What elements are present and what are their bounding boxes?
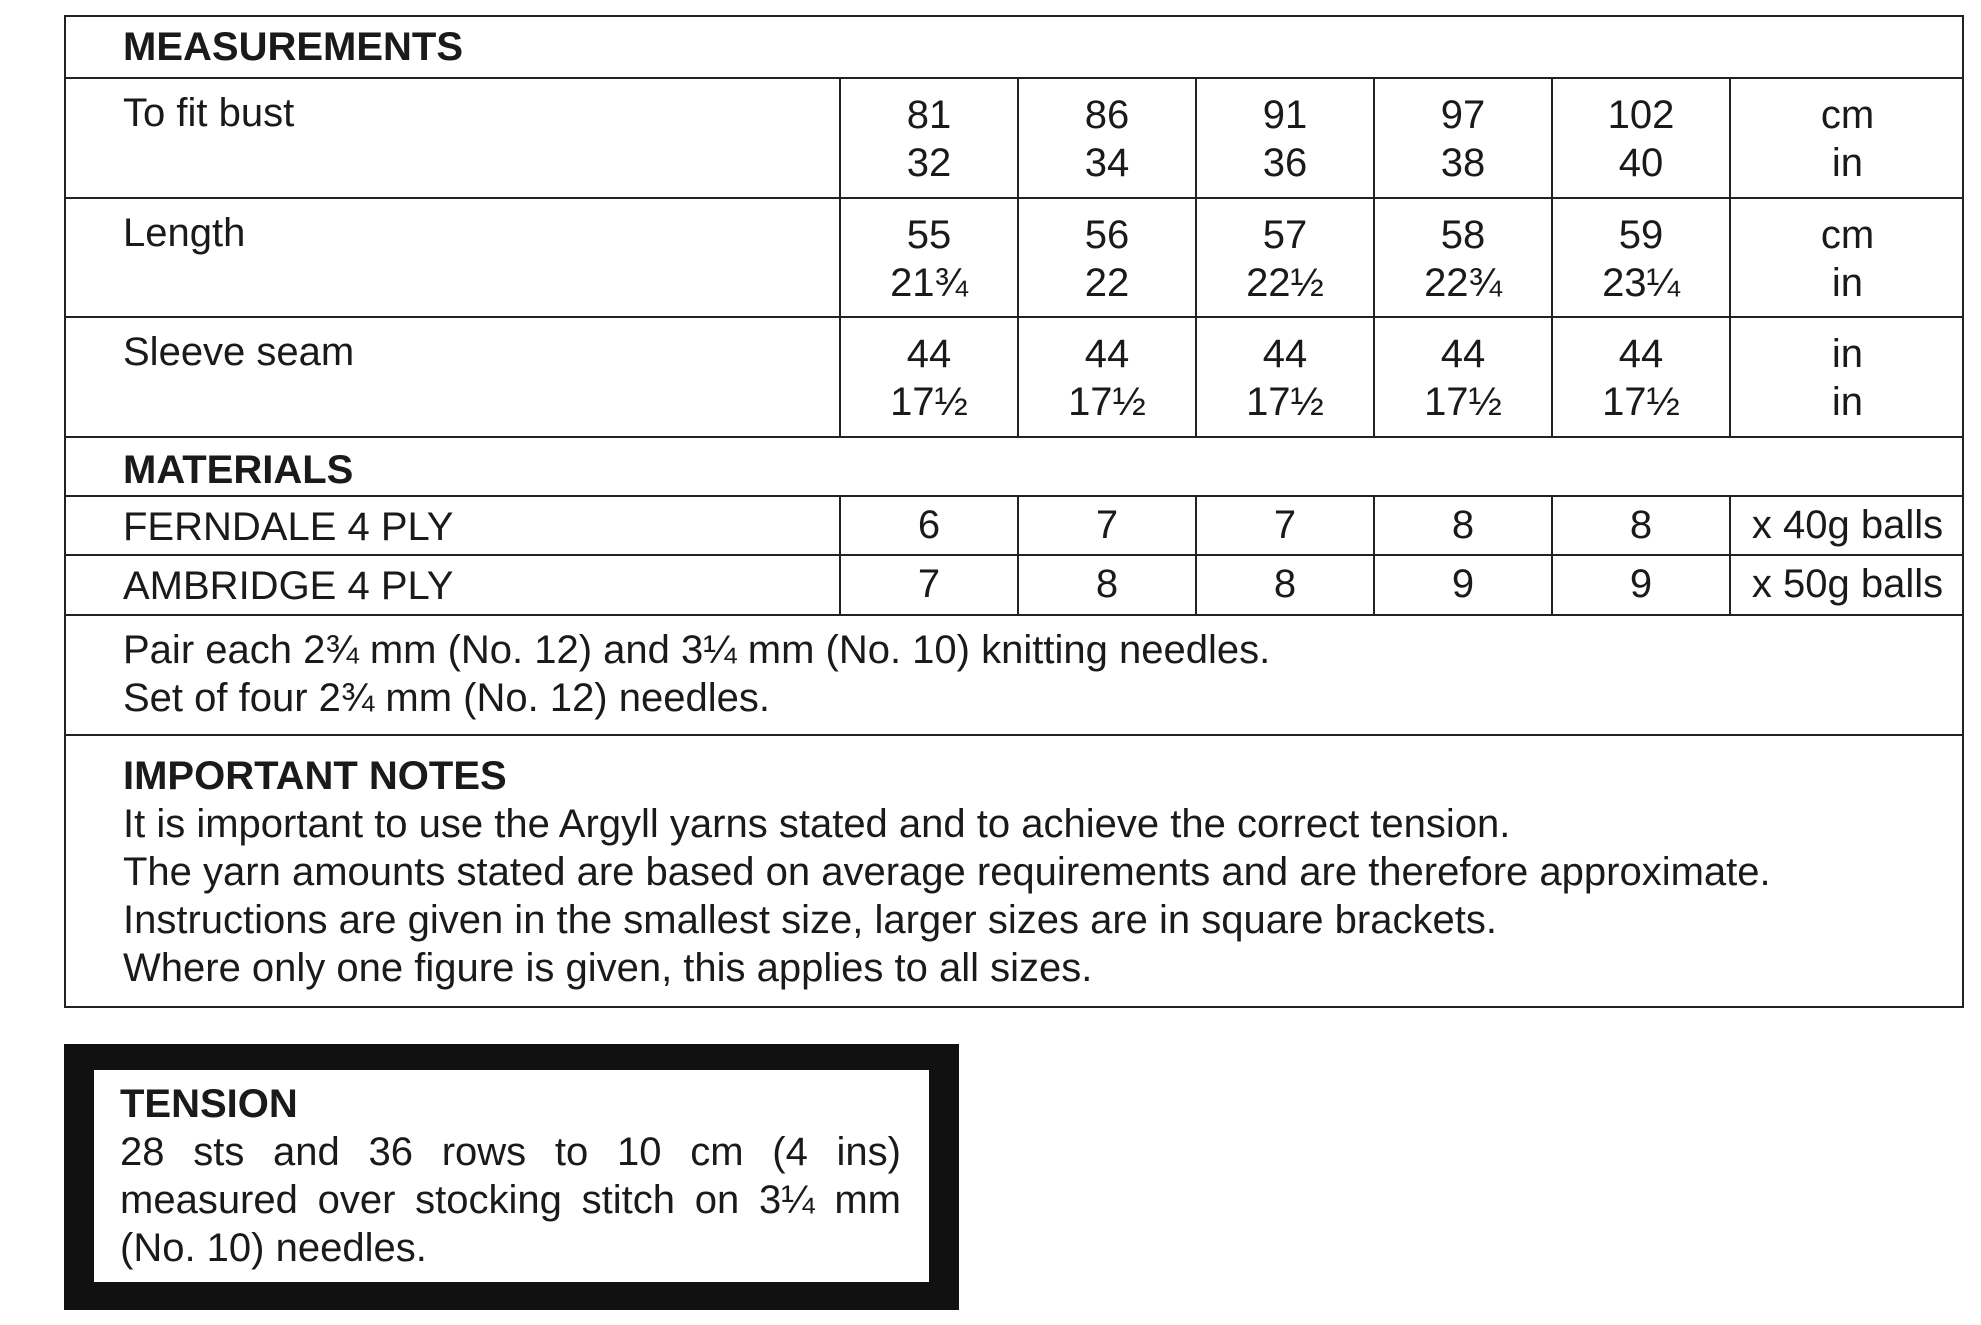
cm-value: 44 (1084, 332, 1130, 376)
row-label: Sleeve seam (123, 330, 355, 374)
size-cell (1551, 79, 1729, 197)
ball-count: 9 (1373, 556, 1551, 614)
in-value: 32 (906, 141, 952, 185)
notes-section (66, 736, 1962, 1006)
row-label: Length (123, 211, 246, 255)
size-cell (1017, 199, 1195, 316)
size-cell (1195, 318, 1373, 436)
in-value: 22 (1084, 261, 1130, 305)
cm-value: 102 (1607, 93, 1675, 137)
tension-heading: TENSION (120, 1082, 298, 1126)
measurements-header-row (66, 17, 1962, 79)
measurement-row-sleeve (66, 318, 1962, 438)
needles-text (123, 626, 1922, 722)
ball-count: 7 (1195, 497, 1373, 554)
unit-cell (1729, 199, 1964, 316)
in-value: 22½ (1246, 261, 1324, 305)
in-value: 38 (1440, 141, 1486, 185)
materials-heading: MATERIALS (123, 448, 354, 492)
size-cell (1551, 199, 1729, 316)
in-value: 17½ (1068, 380, 1146, 424)
unit-in: in (1831, 141, 1864, 185)
size-cell (1195, 79, 1373, 197)
ball-count: 8 (1373, 497, 1551, 554)
in-value: 40 (1618, 141, 1664, 185)
size-cell (1195, 199, 1373, 316)
row-label: To fit bust (123, 91, 295, 135)
cm-value: 59 (1618, 213, 1664, 257)
unit-cm: cm (1820, 213, 1875, 257)
ball-count: 9 (1551, 556, 1729, 614)
size-cell (1017, 79, 1195, 197)
in-value: 17½ (1424, 380, 1502, 424)
size-cell (1017, 318, 1195, 436)
tension-box (64, 1044, 959, 1310)
in-value: 21¾ (890, 261, 968, 305)
materials-header-row (66, 438, 1962, 497)
needles-line: Pair each 2¾ mm (No. 12) and 3¼ mm (No. 10) knitting needles. (123, 628, 1271, 672)
size-cell (839, 79, 1017, 197)
ball-count: 7 (839, 556, 1017, 614)
needles-row (66, 616, 1962, 736)
unit-first: in (1831, 332, 1864, 376)
measurements-heading: MEASUREMENTS (123, 25, 464, 69)
measurement-row-bust (66, 79, 1962, 199)
cm-value: 44 (1618, 332, 1664, 376)
pattern-info-table (64, 15, 1964, 1008)
notes-block (123, 752, 1922, 992)
in-value: 17½ (890, 380, 968, 424)
ball-count: 8 (1195, 556, 1373, 614)
unit-cm: cm (1820, 93, 1875, 137)
cm-value: 97 (1440, 93, 1486, 137)
note-line: The yarn amounts stated are based on average requirements and are therefore approximate. (123, 850, 1771, 894)
size-cell (1373, 79, 1551, 197)
cm-value: 57 (1262, 213, 1308, 257)
cm-value: 55 (906, 213, 952, 257)
unit-second: in (1831, 380, 1864, 424)
cm-value: 91 (1262, 93, 1308, 137)
size-cell (839, 318, 1017, 436)
ball-unit: x 40g balls (1729, 497, 1964, 554)
yarn-label: AMBRIDGE 4 PLY (123, 564, 454, 608)
cm-value: 86 (1084, 93, 1130, 137)
tension-panel (94, 1070, 929, 1282)
cm-value: 44 (1440, 332, 1486, 376)
in-value: 22¾ (1424, 261, 1502, 305)
in-value: 23¼ (1602, 261, 1680, 305)
unit-cell (1729, 318, 1964, 436)
note-line: Instructions are given in the smallest size, larger sizes are in square brackets. (123, 898, 1497, 942)
ball-count: 8 (1551, 497, 1729, 554)
material-row-ferndale (66, 497, 1962, 556)
measurement-row-length (66, 199, 1962, 318)
cm-value: 44 (1262, 332, 1308, 376)
material-row-ambridge (66, 556, 1962, 616)
in-value: 34 (1084, 141, 1130, 185)
tension-text: 28 sts and 36 rows to 10 cm (4 ins) measured over stocking stitch on 3¼ mm (No. 10) needles. (120, 1130, 901, 1270)
size-cell (1373, 199, 1551, 316)
yarn-label: FERNDALE 4 PLY (123, 505, 454, 549)
size-cell (839, 199, 1017, 316)
ball-count: 6 (839, 497, 1017, 554)
ball-unit: x 50g balls (1729, 556, 1964, 614)
notes-heading: IMPORTANT NOTES (123, 754, 507, 798)
cm-value: 56 (1084, 213, 1130, 257)
in-value: 17½ (1602, 380, 1680, 424)
note-line: Where only one figure is given, this applies to all sizes. (123, 946, 1093, 990)
needles-line: Set of four 2¾ mm (No. 12) needles. (123, 676, 770, 720)
ball-count: 8 (1017, 556, 1195, 614)
in-value: 17½ (1246, 380, 1324, 424)
unit-in: in (1831, 261, 1864, 305)
note-line: It is important to use the Argyll yarns stated and to achieve the correct tension. (123, 802, 1511, 846)
size-cell (1373, 318, 1551, 436)
cm-value: 44 (906, 332, 952, 376)
ball-count: 7 (1017, 497, 1195, 554)
in-value: 36 (1262, 141, 1308, 185)
unit-cell (1729, 79, 1964, 197)
cm-value: 58 (1440, 213, 1486, 257)
size-cell (1551, 318, 1729, 436)
cm-value: 81 (906, 93, 952, 137)
